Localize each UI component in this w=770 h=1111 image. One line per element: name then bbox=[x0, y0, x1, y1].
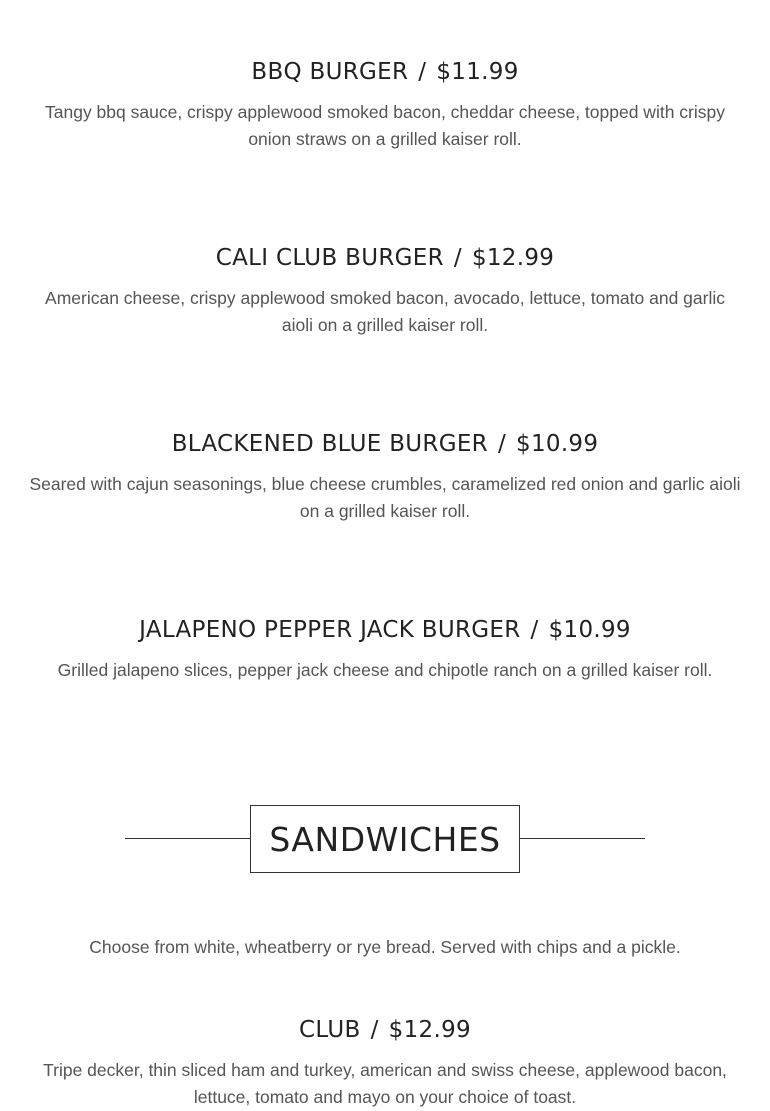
menu-item-name: CALI CLUB BURGER bbox=[215, 245, 444, 271]
menu-item-jalapeno-pepper-jack-burger bbox=[0, 616, 770, 684]
heading-divider-left bbox=[125, 838, 250, 839]
menu-item-title bbox=[0, 430, 770, 458]
menu-item-price: $11.99 bbox=[436, 59, 519, 85]
menu-item-club bbox=[0, 1016, 770, 1111]
price-separator: / bbox=[370, 1017, 379, 1043]
price-separator: / bbox=[497, 431, 507, 457]
menu-item-price: $10.99 bbox=[516, 431, 599, 457]
menu-item-description: Grilled jalapeno slices, pepper jack cheese and chipotle ranch on a grilled kaiser roll. bbox=[57, 660, 713, 680]
menu-item-name: JALAPENO PEPPER JACK BURGER bbox=[139, 617, 521, 643]
section-title: SANDWICHES bbox=[269, 819, 501, 859]
menu-item-bbq-burger bbox=[0, 58, 770, 153]
menu-item-blackened-blue-burger bbox=[0, 430, 770, 525]
menu-item-name: CLUB bbox=[299, 1017, 361, 1043]
section-note: Choose from white, wheatberry or rye bread. Served with chips and a pickle. bbox=[89, 937, 681, 957]
menu-item-name: BLACKENED BLUE BURGER bbox=[171, 431, 488, 457]
menu-item-price: $12.99 bbox=[471, 245, 555, 271]
menu-item-title bbox=[0, 244, 770, 272]
menu-item-price: $12.99 bbox=[388, 1017, 471, 1043]
price-separator: / bbox=[453, 245, 462, 271]
section-heading-sandwiches bbox=[0, 805, 770, 873]
menu-item-description: Seared with cajun seasonings, blue cheese crumbles, caramelized red onion and garlic aioli on a grilled kaiser roll. bbox=[29, 474, 741, 521]
heading-divider-right bbox=[520, 838, 645, 839]
menu-item-title bbox=[0, 58, 770, 86]
menu-item-price: $10.99 bbox=[548, 617, 631, 643]
price-separator: / bbox=[530, 617, 539, 643]
menu-item-description: Tangy bbq sauce, crispy applewood smoked bacon, cheddar cheese, topped with crispy onion straws on a grilled kaiser roll. bbox=[45, 102, 725, 149]
heading-box bbox=[250, 805, 520, 873]
menu-item-title bbox=[0, 1016, 770, 1044]
menu-item-cali-club-burger bbox=[0, 244, 770, 339]
price-separator: / bbox=[418, 59, 427, 85]
menu-item-description: American cheese, crispy applewood smoked bacon, avocado, lettuce, tomato and garlic aioli on a grilled kaiser roll. bbox=[45, 288, 725, 335]
menu-item-name: BBQ BURGER bbox=[251, 59, 409, 85]
menu-item-description: Tripe decker, thin sliced ham and turkey, american and swiss cheese, applewood bacon, lettuce, tomato and mayo on your choice of toast. bbox=[43, 1060, 727, 1107]
menu-item-title bbox=[0, 616, 770, 644]
